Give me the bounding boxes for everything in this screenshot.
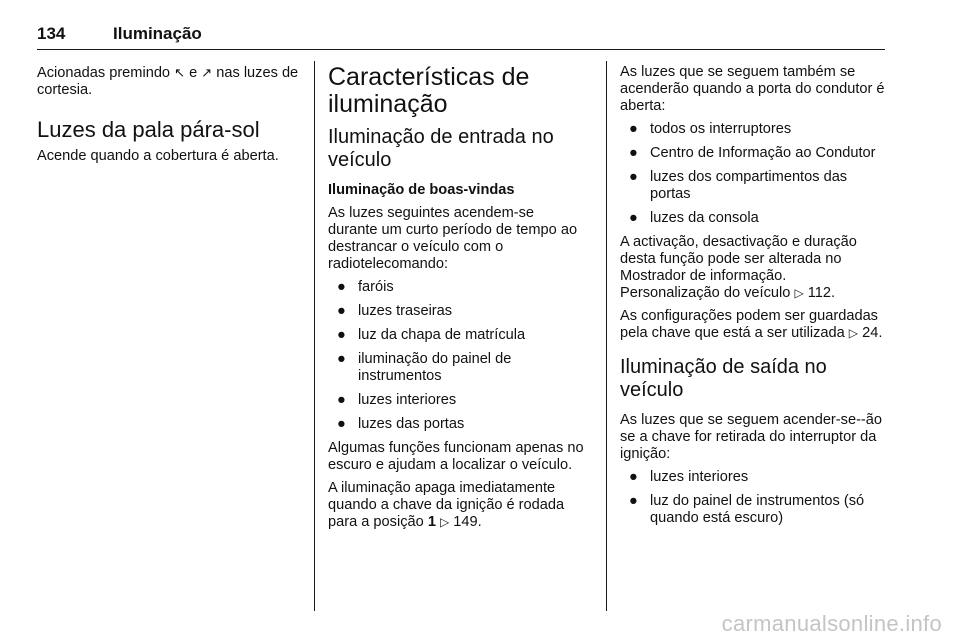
column-3 [620,64,888,534]
page-reference: 24. [862,325,883,341]
page-reference-icon: ▷ [848,326,859,340]
page-reference: 149. [453,514,482,530]
column-1 [37,64,305,171]
page-header [37,24,885,48]
column-divider-2 [606,61,607,611]
exit-lights-list [620,469,888,527]
courtesy-lights-text: Acionadas premindo ↖ e ↗ nas luzes de cortesia. [37,65,299,98]
bullet-icon: ● [337,279,346,295]
bullet-icon: ● [629,121,638,137]
list-item: ● faróis [337,279,394,295]
bullet-icon: ● [629,469,638,485]
driver-door-lights-list [620,121,888,227]
list-item: ● luzes interiores [629,469,749,485]
bullet-icon: ● [337,327,346,343]
bullet-icon: ● [629,145,638,161]
list-item: ● todos os interruptores [629,121,792,137]
key-settings-text: As configurações podem ser guardadas pela chave que está a ser utilizada ▷ 24. [620,308,883,341]
list-item: ● luzes das portas [337,416,465,432]
exit-lighting-heading: Iluminação de saída no veículo [620,356,827,401]
list-item: ● luzes traseiras [337,303,453,319]
driver-door-intro: As luzes que se seguem também se acenderão quando a porta do condutor é aberta: [620,64,885,114]
bullet-icon: ● [629,493,638,509]
page-number: 134 [37,24,66,43]
bullet-icon: ● [337,392,346,408]
ignition-off-text: A iluminação apaga imediatamente quando a chave da ignição é rodada para a posição 1 ▷ 149. [328,480,565,530]
bullet-icon: ● [337,351,346,367]
dark-only-note: Algumas funções funcionam apenas no escuro e ajudam a localizar o veículo. [328,440,584,473]
bullet-icon: ● [629,169,638,185]
page-reference-icon: ▷ [440,515,450,529]
entry-lighting-heading: Iluminação de entrada no veículo [328,126,554,171]
bullet-icon: ● [337,303,346,319]
bullet-icon: ● [629,210,638,226]
ignition-position: 1 [427,514,436,530]
list-item: ● luzes interiores [337,392,457,408]
column-2 [328,64,586,537]
welcome-lights-list [328,279,586,433]
list-item: ● luzes da consola [629,210,759,226]
bullet-icon: ● [337,416,346,432]
settings-text: A activação, desactivação e duração desta função pode ser alterada no Mostrador de informação. Personalização do veículo ▷ 112. [620,234,857,301]
exit-lighting-intro: As luzes que se seguem acender-se--ão se a chave for retirada do interruptor da ignição: [620,412,883,462]
header-rule [37,49,885,50]
list-item: ● iluminação do painel de instrumentos [337,351,512,384]
lighting-features-heading: Características de iluminação [328,63,530,118]
courtesy-light-right-icon: ↗ [201,65,213,80]
page-reference-icon: ▷ [794,286,804,300]
welcome-lighting-intro: As luzes seguintes acendem-se durante um curto período de tempo ao destrancar o veículo com o radiotelecomando: [328,205,578,272]
page-reference: 112. [807,285,836,301]
list-item: ● luz do painel de instrumentos (só quando está escuro) [629,493,865,526]
list-item: ● Centro de Informação ao Condutor [629,145,876,161]
column-divider-1 [314,61,315,611]
list-item: ● luzes dos compartimentos das portas [629,169,848,202]
chapter-title: Iluminação [113,24,202,43]
sun-visor-lights-heading: Luzes da pala pára-sol [37,117,260,142]
welcome-lighting-heading: Iluminação de boas-vindas [328,182,515,198]
watermark: carmanualsonline.info [721,611,942,636]
sun-visor-lights-text: Acende quando a cobertura é aberta. [37,148,279,164]
list-item: ● luz da chapa de matrícula [337,327,526,343]
courtesy-light-left-icon: ↖ [174,65,186,80]
